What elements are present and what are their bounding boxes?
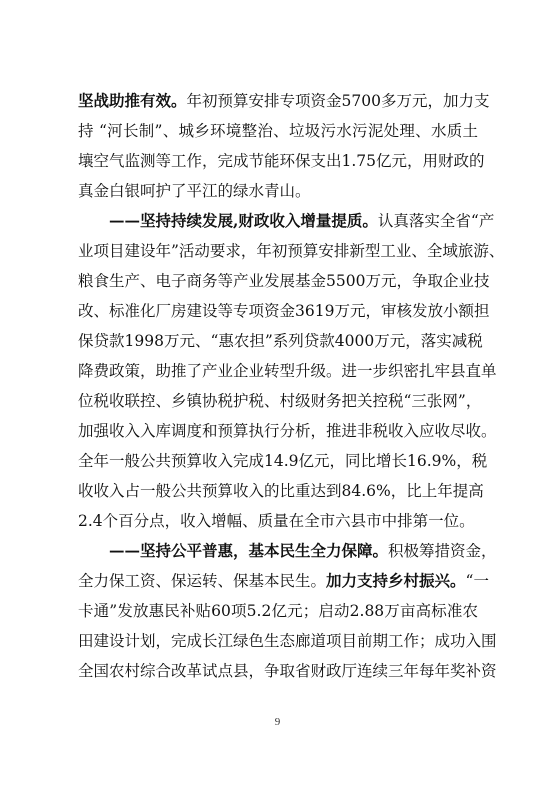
text-line: 位税收联控、乡镇协税护税、村级财务把关控税“三张网”， [78,392,482,410]
text-line: 粮食生产、电子商务等产业发展基金5500万元，争取企业技 [78,272,490,290]
text-line: 2.4个百分点，收入增幅、质量在全市六县市中排第一位。 [78,512,475,530]
line-text: 全力保工资、保运转、保基本民生。 [78,572,327,590]
text-line [78,536,497,566]
text-line: 业项目建设年”活动要求，年初预算安排新型工业、全域旅游、 [78,242,505,260]
paragraph-livelihood [78,536,497,686]
text-line: 全年一般公共预算收入完成14.9亿元，同比增长16.9%，税 [78,452,488,470]
bold-phrase: 加力支持乡村振兴。 [326,571,466,590]
text-line: 降费政策，助推了产业企业转型升级。进一步织密扎牢县直单 [78,362,497,380]
paragraph-sustainable-development [78,206,505,536]
line-text: 年初预算安排专项资金5700多万元，加力支 [186,92,490,110]
bold-heading: ——坚持持续发展,财政收入增量提质。 [109,211,378,230]
text-line: 收收入占一般公共预算收入的比重达到84.6%，比上年提高 [78,482,484,500]
text-line: 保贷款1998万元、“惠农担”系列贷款4000万元，落实减税 [78,332,483,350]
line-text: 认真落实全省“产 [377,212,495,230]
paragraph-environment [78,86,490,206]
bold-heading: ——坚持公平普惠，基本民生全力保障。 [109,541,389,560]
text-line: 壤空气监测等工作，完成节能环保支出1.75亿元，用财政的 [78,152,485,170]
text-line: 真金白银呵护了平江的绿水青山。 [78,182,311,200]
text-line: 改、标准化厂房建设等专项资金3619万元，审核发放小额担 [78,302,490,320]
text-line [78,206,495,236]
text-line: 卡通”发放惠民补贴60项5.2亿元；启动2.88万亩高标准农 [78,602,478,620]
bold-phrase: 坚战助推有效。 [78,91,187,110]
text-line [78,566,489,596]
text-line [78,86,490,116]
text-line: 持 “河长制”、城乡环境整治、垃圾污水污泥处理、水质土 [78,122,478,140]
text-line: 加强收入入库调度和预算执行分析，推进非税收入应收尽收。 [78,422,497,440]
line-text: “一 [465,572,489,590]
line-text: 积极筹措资金， [388,542,497,560]
text-line: 全国农村综合改革试点县，争取省财政厅连续三年每年奖补资 [78,662,497,680]
page-number: 9 [274,716,281,728]
text-line: 田建设计划，完成长江绿色生态廊道项目前期工作；成功入围 [78,632,497,650]
body-text [78,86,505,686]
